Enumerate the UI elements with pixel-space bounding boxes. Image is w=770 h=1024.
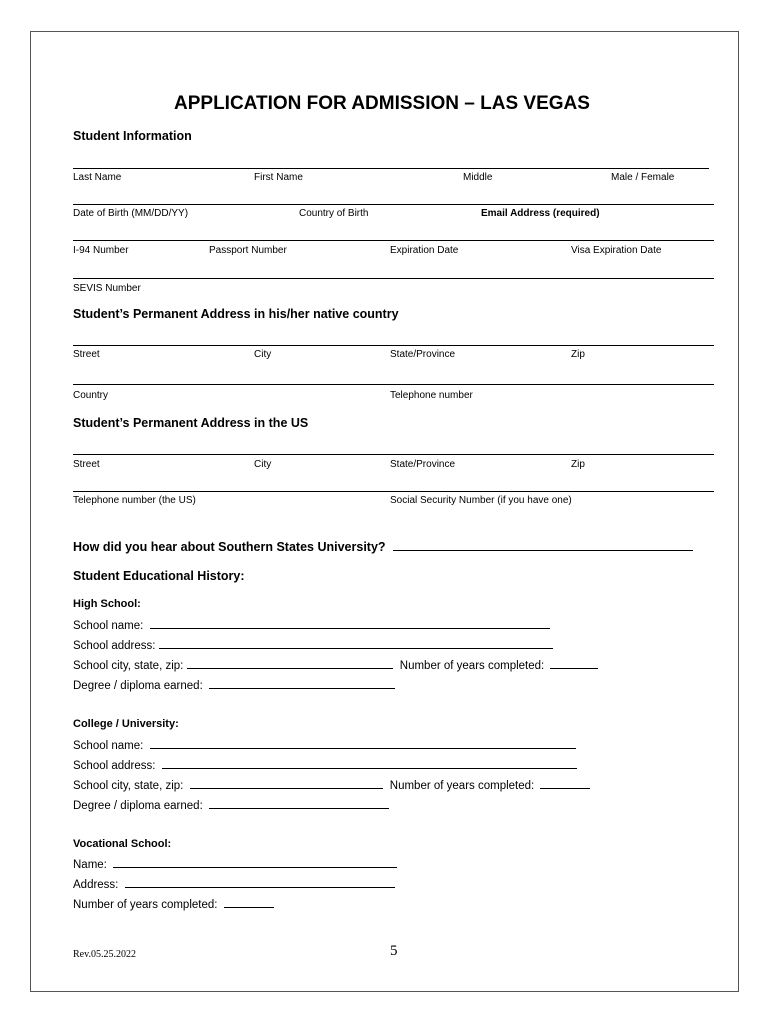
label-expiration: Expiration Date bbox=[390, 245, 459, 256]
label-country: Country bbox=[73, 390, 109, 401]
hs-school-city-label: School city, state, zip: bbox=[73, 660, 184, 672]
voc-name-label: Name: bbox=[73, 859, 107, 871]
label-city: City bbox=[254, 349, 272, 360]
college-degree bbox=[73, 798, 389, 812]
label-street: Street bbox=[73, 459, 100, 470]
field-line[interactable] bbox=[73, 454, 714, 455]
college-school-city bbox=[73, 778, 590, 792]
label-first-name: First Name bbox=[254, 172, 303, 183]
label-dob: Date of Birth (MM/DD/YY) bbox=[73, 208, 189, 219]
label-ssn: Social Security Number (if you have one) bbox=[390, 495, 572, 506]
college-years-label: Number of years completed: bbox=[389, 780, 535, 792]
label-state: State/Province bbox=[390, 459, 456, 470]
subheading-high-school: High School: bbox=[73, 598, 141, 610]
label-zip: Zip bbox=[571, 459, 585, 470]
label-state: State/Province bbox=[390, 349, 456, 360]
voc-years-label: Number of years completed: bbox=[73, 899, 218, 911]
hs-school-name-blank[interactable] bbox=[150, 618, 550, 629]
field-line[interactable] bbox=[73, 384, 714, 385]
college-degree-label: Degree / diploma earned: bbox=[73, 800, 203, 812]
hs-degree-blank[interactable] bbox=[209, 678, 395, 689]
hs-degree bbox=[73, 678, 395, 692]
voc-years-blank[interactable] bbox=[224, 897, 274, 908]
section-heading-us-address: Student’s Permanent Address in the US bbox=[73, 416, 309, 430]
college-years-blank[interactable] bbox=[540, 778, 590, 789]
hs-school-address-blank[interactable] bbox=[159, 638, 553, 649]
field-line[interactable] bbox=[73, 278, 714, 279]
label-middle: Middle bbox=[463, 172, 493, 183]
question-hear-about-label: How did you hear about Southern States University? bbox=[73, 540, 386, 554]
label-passport: Passport Number bbox=[209, 245, 287, 256]
college-school-city-label: School city, state, zip: bbox=[73, 780, 184, 792]
section-heading-native-address: Student’s Permanent Address in his/her native country bbox=[73, 307, 399, 321]
voc-name bbox=[73, 857, 397, 871]
field-line[interactable] bbox=[73, 240, 714, 241]
hs-degree-label: Degree / diploma earned: bbox=[73, 680, 203, 692]
label-email: Email Address (required) bbox=[481, 208, 600, 219]
voc-years bbox=[73, 897, 274, 911]
voc-name-blank[interactable] bbox=[113, 857, 397, 868]
field-line[interactable] bbox=[73, 204, 714, 205]
label-i94: I-94 Number bbox=[73, 245, 129, 256]
label-zip: Zip bbox=[571, 349, 585, 360]
college-school-address-blank[interactable] bbox=[162, 758, 577, 769]
revision-date: Rev.05.25.2022 bbox=[73, 949, 136, 960]
section-heading-edu-history: Student Educational History: bbox=[73, 569, 245, 583]
label-country-of-birth: Country of Birth bbox=[299, 208, 369, 219]
voc-address-blank[interactable] bbox=[125, 877, 395, 888]
hs-school-address-label: School address: bbox=[73, 640, 156, 652]
label-last-name: Last Name bbox=[73, 172, 122, 183]
college-school-name-blank[interactable] bbox=[150, 738, 576, 749]
voc-address-label: Address: bbox=[73, 879, 119, 891]
hs-school-name-label: School name: bbox=[73, 620, 144, 632]
subheading-college: College / University: bbox=[73, 718, 179, 730]
section-heading-student-info: Student Information bbox=[73, 129, 192, 143]
hs-school-address bbox=[73, 638, 553, 652]
college-school-address-label: School address: bbox=[73, 760, 156, 772]
label-us-telephone: Telephone number (the US) bbox=[73, 495, 196, 506]
college-school-city-blank[interactable] bbox=[190, 778, 383, 789]
hs-school-city-blank[interactable] bbox=[187, 658, 393, 669]
college-school-name bbox=[73, 738, 576, 752]
hs-school-name bbox=[73, 618, 550, 632]
question-hear-about bbox=[73, 539, 693, 554]
field-line[interactable] bbox=[73, 168, 709, 169]
page-title: APPLICATION FOR ADMISSION – LAS VEGAS bbox=[174, 93, 590, 114]
page-number: 5 bbox=[390, 943, 398, 959]
label-street: Street bbox=[73, 349, 100, 360]
label-telephone: Telephone number bbox=[390, 390, 473, 401]
field-line[interactable] bbox=[73, 491, 714, 492]
hs-years-blank[interactable] bbox=[550, 658, 598, 669]
hs-school-city bbox=[73, 658, 598, 672]
subheading-vocational: Vocational School: bbox=[73, 838, 172, 850]
hs-years-label: Number of years completed: bbox=[399, 660, 545, 672]
label-visa-expiration: Visa Expiration Date bbox=[571, 245, 662, 256]
label-sevis: SEVIS Number bbox=[73, 283, 141, 294]
field-line[interactable] bbox=[73, 345, 714, 346]
label-city: City bbox=[254, 459, 272, 470]
college-school-address bbox=[73, 758, 577, 772]
college-school-name-label: School name: bbox=[73, 740, 144, 752]
label-gender: Male / Female bbox=[611, 172, 675, 183]
hear-about-blank[interactable] bbox=[393, 539, 693, 551]
voc-address bbox=[73, 877, 395, 891]
college-degree-blank[interactable] bbox=[209, 798, 389, 809]
